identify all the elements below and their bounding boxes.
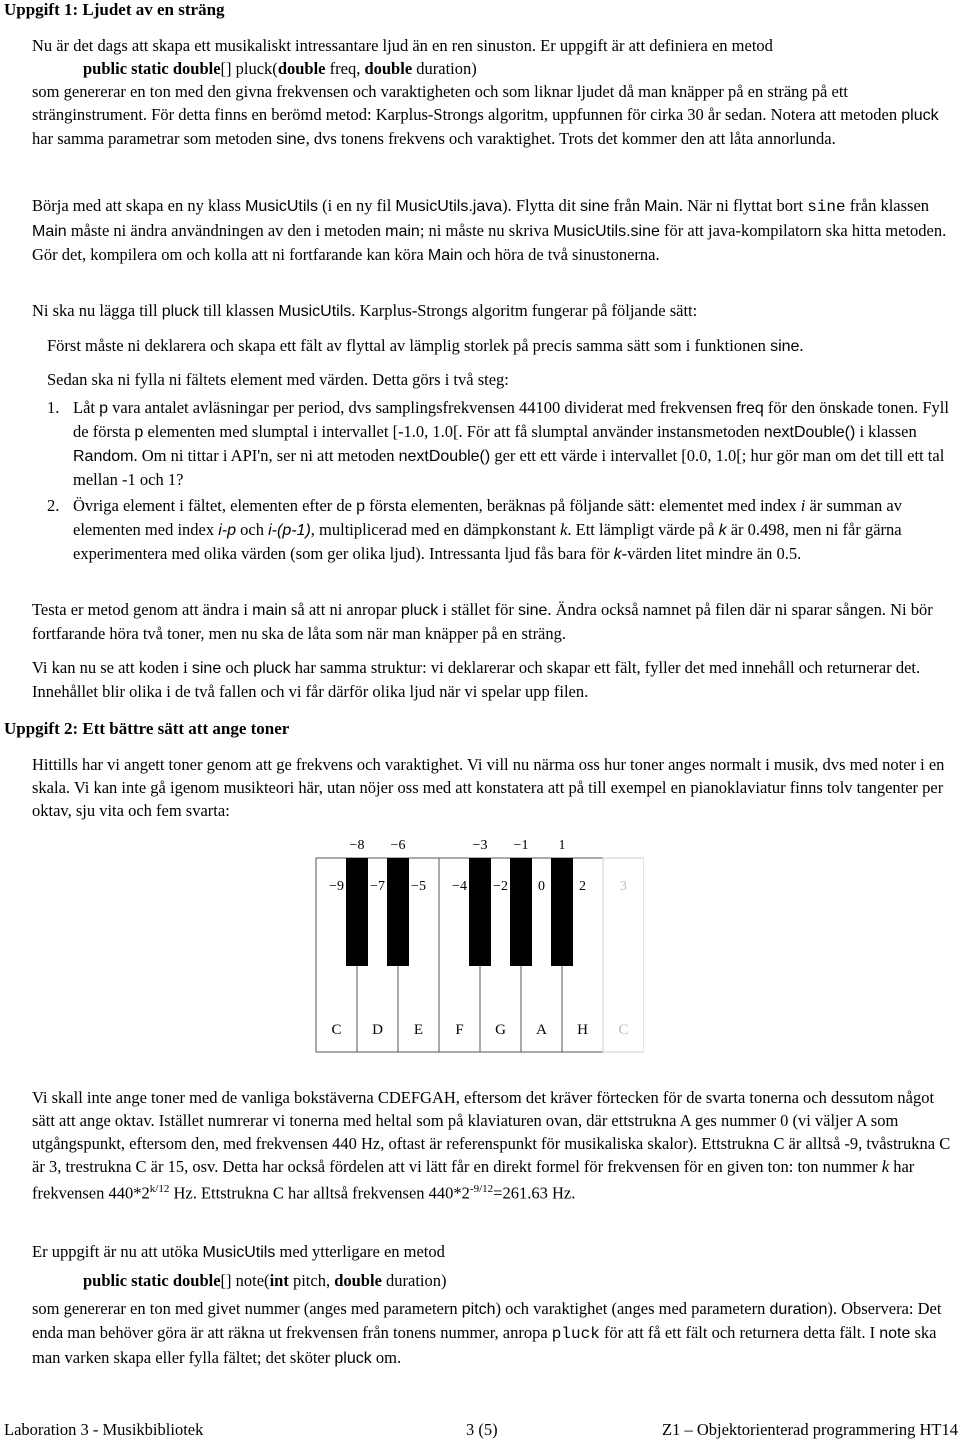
paragraph-intro bbox=[32, 34, 952, 151]
intro-description: som genererar en ton med den givna frekvensen och varaktigheten och som liknar ljudet då man knäpper på en sträng på ett stränginstrument. För detta finns en berömd metod: Karplus-Strongs algoritm, uppfunnen för cirka 30 år sedan. Notera att metoden pluck har samma parametrar som metoden sine, dvs tonens frekvens och varaktighet. Trots det kommer den att låta annorlunda. bbox=[32, 82, 939, 148]
white-key-number: 0 bbox=[538, 879, 545, 894]
black-key-number: −6 bbox=[390, 838, 406, 853]
heading-uppgift-1: Uppgift 1: Ljudet av en sträng bbox=[4, 0, 225, 19]
note-signature: public static double[] note(int pitch, double duration) bbox=[83, 1271, 447, 1290]
white-key-number: −7 bbox=[370, 879, 385, 894]
white-key-number: −9 bbox=[329, 879, 344, 894]
page-number: 3 (5) bbox=[466, 1420, 498, 1439]
black-key-number: −3 bbox=[472, 838, 488, 853]
list-item bbox=[47, 494, 957, 566]
white-key-letter: C bbox=[618, 1022, 629, 1038]
black-key-number: 1 bbox=[558, 838, 566, 853]
white-key-number: −2 bbox=[493, 879, 508, 894]
black-key-number: −8 bbox=[349, 838, 365, 853]
white-key-number: −5 bbox=[411, 879, 426, 894]
white-key-number: 3 bbox=[620, 879, 627, 894]
paragraph-musicutils: Börja med att skapa en ny klass MusicUtils (i en ny fil MusicUtils.java). Flytta dit sine från Main. När ni flyttat bort sine från klassen Main måste ni ändra användningen av den i metoden main; ni måste nu skriva MusicUtils.sine för att java-kompilatorn ska hitta metoden. Gör det, kompilera om och kolla att ni fortfarande kan köra Main och höra de två sinustonerna. bbox=[32, 196, 947, 264]
note-description: som genererar en ton med givet nummer (anges med parametern pitch) och varaktighet (anges med parametern duration). Observera: Det enda man behöver göra är att räkna ut frekvensen från tonens nummer, anropa pluck för att få ett fält och returnera detta fält. I note ska man varken skapa eller fylla fältet; det sköter pluck om. bbox=[32, 1299, 942, 1367]
paragraph-fill-steps: Sedan ska ni fylla ni fältets element med värden. Detta görs i två steg: bbox=[47, 370, 509, 389]
paragraph-declare-array: Först måste ni deklarera och skapa ett fält av flyttal av lämplig storlek på precis samma sätt som i funktionen sine. bbox=[47, 336, 804, 355]
paragraph-piano-intro: Hittills har vi angett toner genom att ge frekvens och varaktighet. Vi vill nu närma oss hur toner anges normalt i musik, dvs med noter i en skala. Vi kan inte gå igenom musikteori här, utan nöjer oss med att konstatera att på till exempel en pianoklaviatur finns tolv tangenter per oktav, sju vita och fem svarta: bbox=[32, 755, 945, 820]
pluck-signature: public static double[] pluck(double freq, double duration) bbox=[83, 59, 477, 78]
footer-right: Z1 – Objektorienterad programmering HT14 bbox=[662, 1420, 958, 1439]
black-key bbox=[387, 858, 409, 966]
piano-keyboard-figure bbox=[314, 832, 644, 1054]
white-key-number: 2 bbox=[579, 879, 586, 894]
white-key-letter: C bbox=[331, 1022, 342, 1038]
step-2: 2. Övriga element i fältet, elementen efter de p första elementen, beräknas på följande sätt: elementet med index i är summan av elementen med index i-p och i-(p-1), multiplicerad med en dämpkonstant k. Ett lämpligt värde på k är 0.498, men ni får gärna experimentera med olika värden (som ger olika ljud). Intressanta ljud fås bara för k-värden litet mindre än 0.5. bbox=[47, 496, 903, 563]
heading-uppgift-2: Uppgift 2: Ett bättre sätt att ange toner bbox=[4, 719, 290, 738]
black-key bbox=[510, 858, 532, 966]
piano-keyboard bbox=[314, 832, 644, 1054]
page-footer bbox=[4, 1420, 958, 1440]
paragraph-test-method: Testa er metod genom att ändra i main så att ni anropar pluck i stället för sine. Ändra också namnet på filen där ni sparar sången. Ni bör fortfarande höra två toner, men nu ska de låta som när man knäpper på en sträng. bbox=[32, 600, 933, 643]
paragraph-same-structure: Vi kan nu se att koden i sine och pluck har samma struktur: vi deklarerar och skapar ett fält, fyller det med innehåll och returnerar det. Innehållet blir olika i de två fallen och vi får därför olika ljud när vi spelar upp filen. bbox=[32, 658, 921, 701]
black-key-number: −1 bbox=[513, 838, 529, 853]
white-key-letter: G bbox=[495, 1022, 506, 1038]
black-key bbox=[346, 858, 368, 966]
paragraph-note-numbering: Vi skall inte ange toner med de vanliga bokstäverna CDEFGAH, eftersom det kräver förtecken för de svarta tonerna och dessutom något sätt att ange oktav. Istället numrerar vi tonerna med heltal som på klaviaturen ovan, där ettstrukna A ges nummer 0 (vi väljer A som utgångspunkt, eftersom den, med frekvensen 440 Hz, oftast är referenspunkt för musikaliska skalor). Ettstrukna C är alltså -9, tvåstrukna C är 3, trestrukna C är 15, osv. Detta har också fördelen att vi lätt får en direkt formel för frekvensen för en given ton: ton nummer k har frekvensen $440*2^{k/12}$ Hz. Ettstrukna C har alltså frekvensen $440*2^{-9/12}=261.63$ Hz. bbox=[32, 1088, 951, 1203]
step-1: 1. Låt p vara antalet avläsningar per period, dvs samplingsfrekvensen 44100 dividerat med frekvensen freq för den önskade tonen. Fyll de första p elementen med slumptal i intervallet [-1.0, 1.0[. För att få slumptal använder instansmetoden nextDouble() i klassen Random. Om ni tittar i API'n, ser ni att metoden nextDouble() ger ett ett värde i intervallet [0.0, 1.0[; hur gör man om det till ett tal mellan -1 och 1? bbox=[47, 398, 949, 489]
paragraph-note-method bbox=[32, 1240, 952, 1370]
white-key-number: −4 bbox=[452, 879, 467, 894]
intro-line: Nu är det dags att skapa ett musikaliskt intressantare ljud än en ren sinuston. Er uppgift är att definiera en metod bbox=[32, 36, 773, 55]
black-key bbox=[551, 858, 573, 966]
paragraph-add-pluck: Ni ska nu lägga till pluck till klassen MusicUtils. Karplus-Strongs algoritm fungerar på följande sätt: bbox=[32, 301, 698, 320]
list-item bbox=[47, 396, 957, 491]
white-key-letter: D bbox=[372, 1022, 383, 1038]
white-key-letter: H bbox=[577, 1022, 588, 1038]
black-key bbox=[469, 858, 491, 966]
white-key-letter: A bbox=[536, 1022, 547, 1038]
white-key-letter: F bbox=[455, 1022, 464, 1038]
white-key-letter: E bbox=[413, 1022, 424, 1038]
footer-left: Laboration 3 - Musikbibliotek bbox=[4, 1420, 204, 1439]
note-task-line: Er uppgift är nu att utöka MusicUtils med ytterligare en metod bbox=[32, 1242, 445, 1261]
